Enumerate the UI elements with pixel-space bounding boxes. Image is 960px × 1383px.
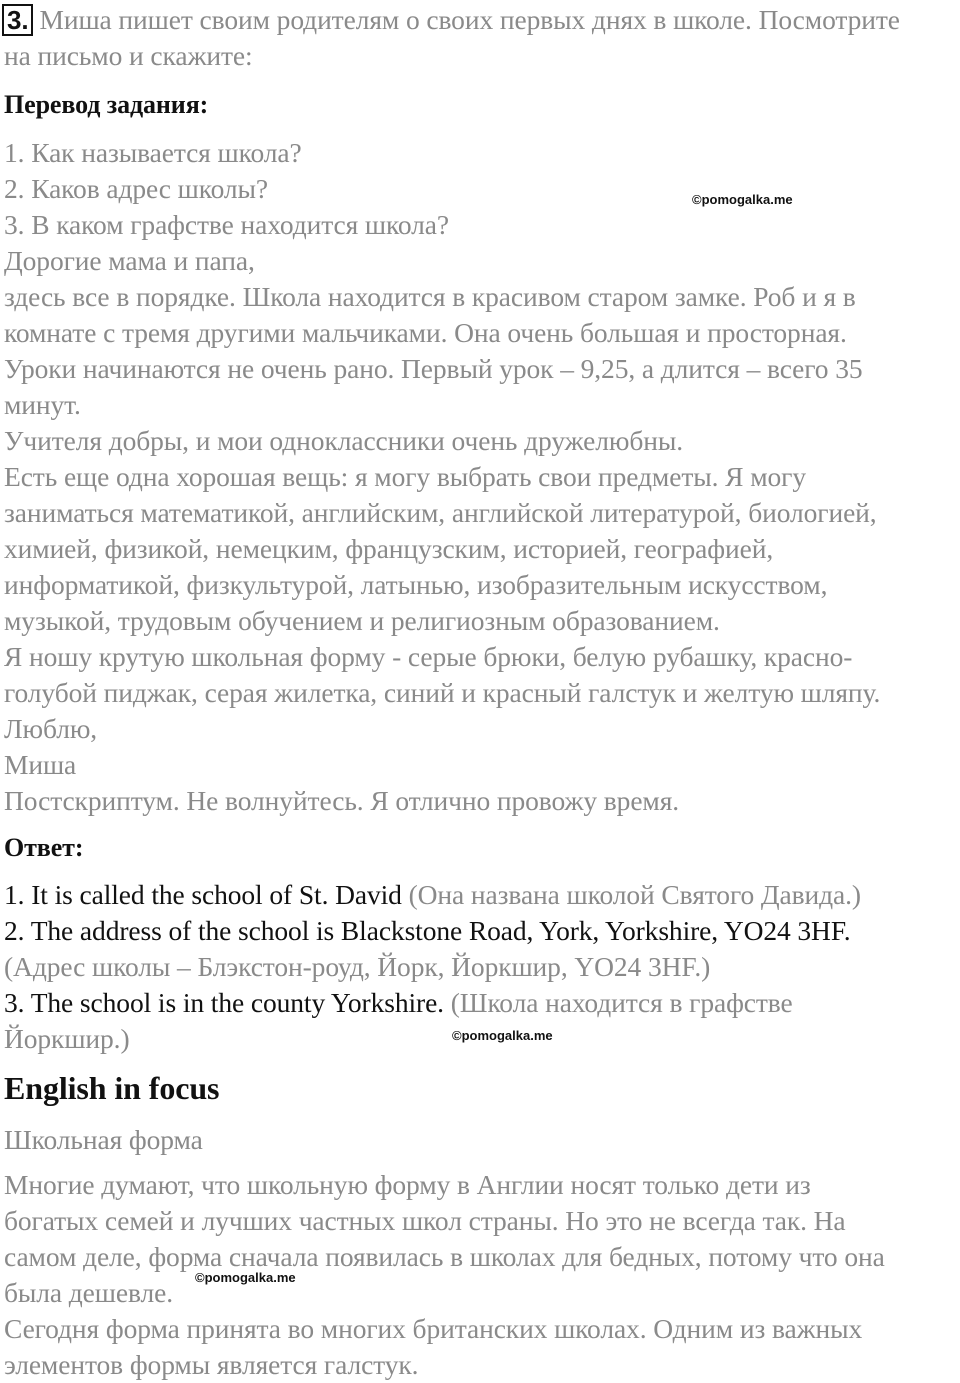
translation-line: информатикой, физкультурой, латынью, изобразительным искусством, <box>4 569 828 600</box>
answer-heading: Ответ: <box>4 833 84 862</box>
translation-line: Миша <box>4 749 77 780</box>
focus-paragraph-line: была дешевле. <box>4 1277 173 1308</box>
translation-line: голубой пиджак, серая жилетка, синий и красный галстук и желтую шляпу. <box>4 677 881 708</box>
answer-3-english: 3. The school is in the county Yorkshire. <box>4 987 444 1018</box>
task-intro-line-2: на письмо и скажите: <box>4 40 253 71</box>
translation-line: Дорогие мама и папа, <box>4 245 255 276</box>
focus-paragraph-line: элементов формы является галстук. <box>4 1349 419 1380</box>
translation-line: здесь все в порядке. Школа находится в красивом старом замке. Роб и я в <box>4 281 856 312</box>
answer-3-russian: (Школа находится в графстве <box>443 987 793 1018</box>
translation-heading: Перевод задания: <box>4 90 209 119</box>
translation-line: 3. В каком графстве находится школа? <box>4 209 449 240</box>
english-in-focus-heading: English in focus <box>4 1070 220 1106</box>
task-number: 3. <box>2 4 33 36</box>
translation-line: Люблю, <box>4 713 98 744</box>
translation-line: Я ношу крутую школьная форму - серые брюки, белую рубашку, красно- <box>4 641 853 672</box>
focus-paragraph-line: самом деле, форма сначала появилась в школах для бедных, потому что она <box>4 1241 885 1272</box>
translation-line: комнате с тремя другими мальчиками. Она очень большая и просторная. <box>4 317 847 348</box>
translation-line: Уроки начинаются не очень рано. Первый урок – 9,25, а длится – всего 35 <box>4 353 863 384</box>
translation-line: Учителя добры, и мои одноклассники очень дружелюбны. <box>4 425 683 456</box>
translation-line: минут. <box>4 389 81 420</box>
answer-3 <box>4 985 793 1021</box>
task-intro-line-1 <box>2 2 900 38</box>
task-intro-text-1: Миша пишет своим родителям о своих первых днях в школе. Посмотрите <box>39 4 900 35</box>
watermark: ©pomogalka.me <box>452 1028 553 1043</box>
translation-line: 2. Каков адрес школы? <box>4 173 269 204</box>
focus-paragraph-line: Многие думают, что школьную форму в Англии носят только дети из <box>4 1169 811 1200</box>
answer-2-english: 2. The address of the school is Blackstone Road, York, Yorkshire, YO24 3HF. <box>4 915 851 946</box>
translation-line: Постскриптум. Не волнуйтесь. Я отлично провожу время. <box>4 785 680 816</box>
translation-line: музыкой, трудовым обучением и религиозным образованием. <box>4 605 720 636</box>
answer-1 <box>4 877 861 913</box>
translation-line: Есть еще одна хорошая вещь: я могу выбрать свои предметы. Я могу <box>4 461 806 492</box>
answer-1-english: 1. It is called the school of St. David <box>4 879 402 910</box>
focus-paragraph-line: богатых семей и лучших частных школ страны. Но это не всегда так. На <box>4 1205 846 1236</box>
answer-1-russian: (Она названа школой Святого Давида.) <box>401 879 861 910</box>
translation-line: 1. Как называется школа? <box>4 137 302 168</box>
focus-paragraph-line: Сегодня форма принята во многих британских школах. Одним из важных <box>4 1313 863 1344</box>
answer-3-russian-continued: Йоркшир.) <box>4 1023 130 1054</box>
translation-line: химией, физикой, немецким, французским, историей, географией, <box>4 533 774 564</box>
english-in-focus-subheading: Школьная форма <box>4 1124 203 1155</box>
translation-line: заниматься математикой, английским, английской литературой, биологией, <box>4 497 877 528</box>
answer-2-russian: (Адрес школы – Блэкстон-роуд, Йорк, Йоркшир, YO24 3HF.) <box>4 951 711 982</box>
watermark: ©pomogalka.me <box>692 192 793 207</box>
watermark: ©pomogalka.me <box>195 1270 296 1285</box>
